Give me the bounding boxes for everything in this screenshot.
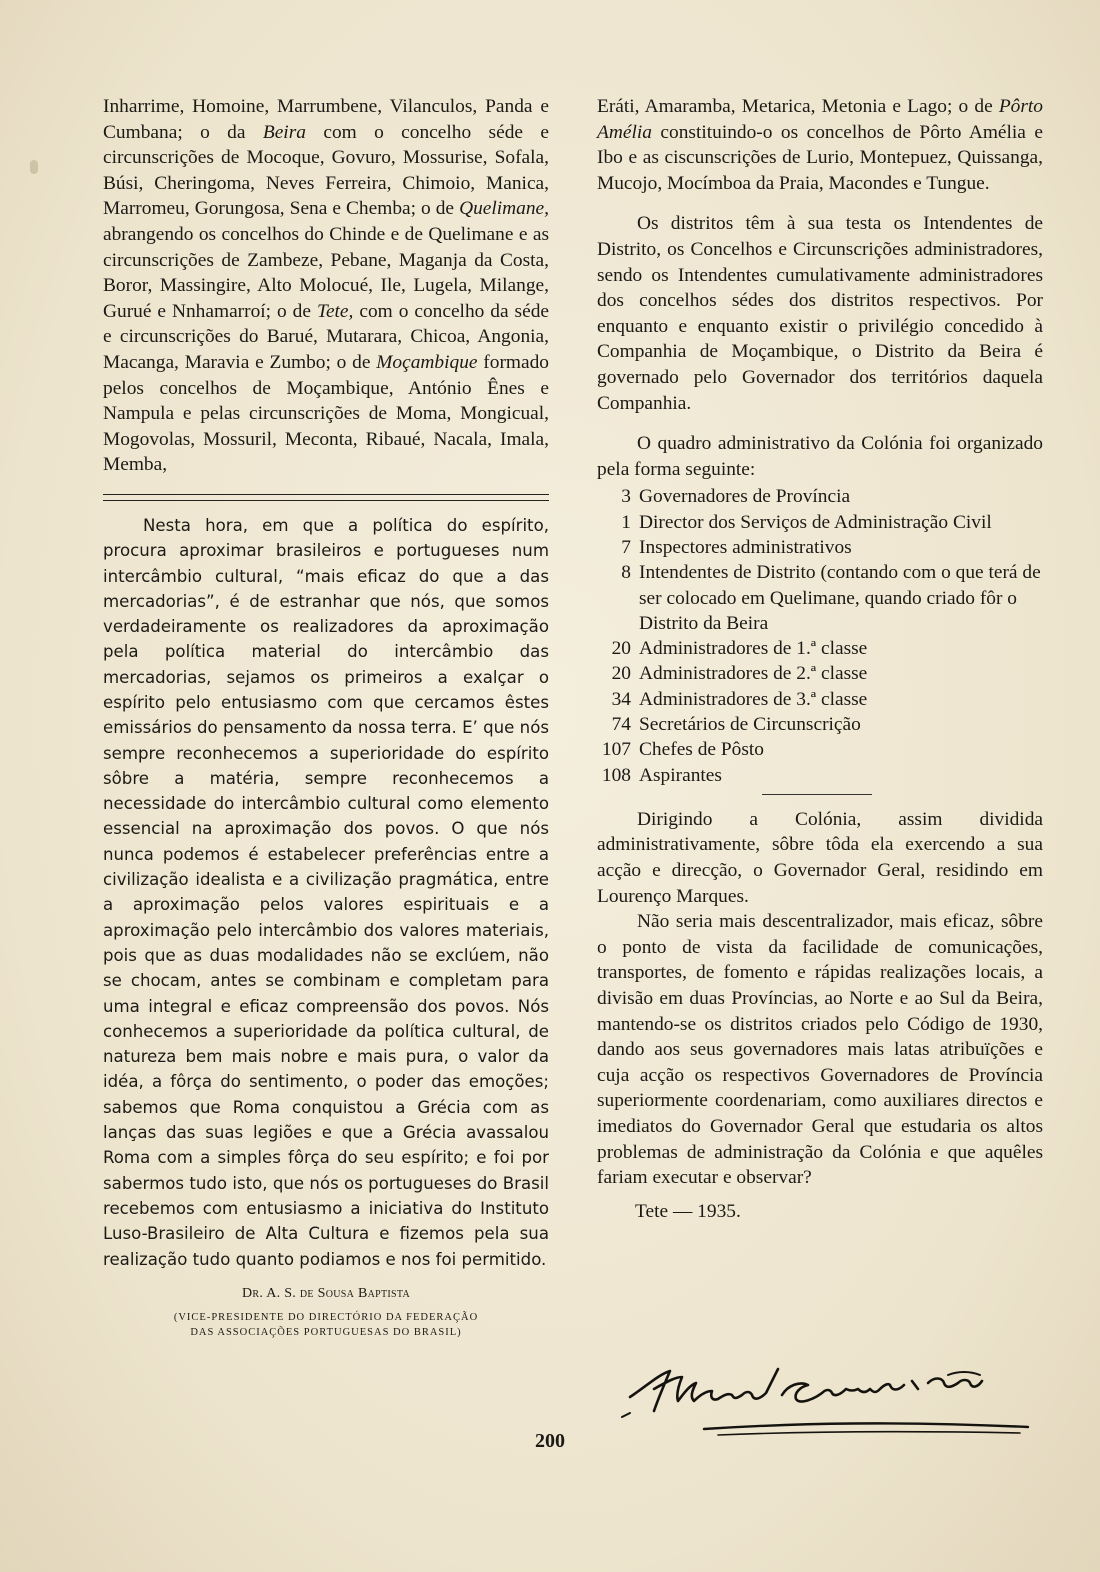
page-number: 200 <box>535 1430 565 1452</box>
author-role-line1: (VICE-PRESIDENTE DO DIRECTÓRIO DA FEDERAÇÃO <box>173 1311 479 1323</box>
list-item-label: Administradores de 2.ª classe <box>639 663 868 685</box>
list-item-label: Director dos Serviços de Administração Civil <box>639 511 992 533</box>
list-item-label: Aspirantes <box>639 764 722 786</box>
italic-place-name: Moçambique <box>376 351 478 373</box>
districts-paragraph: Os distritos têm à sua testa os Intendentes de Distrito, os Concelhos e Circunscrições administradores, sendo os Intendentes cumulativamente administradores dos concelhos sédes dos distritos respectivos. Por enquanto e enquanto existir o privilégio concedido à Companhia de Moçambique, o Distrito da Beira é governado pelo Governador dos territórios daquela Companhia. <box>597 213 1043 414</box>
administrative-staff-list <box>597 484 1043 788</box>
administrative-intro-paragraph: O quadro administrativo da Colónia foi organizado pela forma seguinte: <box>597 433 1043 480</box>
list-item-count: 108 <box>601 764 631 786</box>
list-item <box>597 687 1043 712</box>
author-role-line2: DAS ASSOCIAÇÕES PORTUGUESAS DO BRASIL) <box>190 1326 462 1338</box>
list-item-label: Secretários de Circunscrição <box>639 713 861 735</box>
list-item-count: 34 <box>611 688 631 710</box>
list-item <box>597 763 1043 788</box>
list-item-label: Governadores de Província <box>639 486 851 508</box>
short-rule-divider <box>762 794 872 795</box>
list-item <box>597 510 1043 535</box>
text-segment: formado pelos concelhos de Moçambique, António Ênes e Nampula e pelas circunscrições de Moma, Mongicual, Mogovolas, Mossuril, Meconta, Ribaué, Nacala, Imala, Memba, <box>103 351 549 476</box>
italic-place-name: Quelimane, <box>459 198 549 220</box>
list-item <box>597 636 1043 661</box>
list-item-label: Intendentes de Distrito (contando com o que terá de ser colocado em Quelimane, quando criado fôr o Distrito da Beira <box>639 562 1041 634</box>
list-item <box>597 560 1043 636</box>
list-item-count: 74 <box>611 713 631 735</box>
text-segment: Inharrime, Homoine, Marrumbene, Vilanculos, Panda e Cumbana; o da <box>103 96 549 143</box>
list-item-count: 20 <box>611 663 631 685</box>
list-item <box>597 712 1043 737</box>
list-item-count: 107 <box>601 739 631 761</box>
list-item-label: Inspectores administrativos <box>639 536 852 558</box>
double-rule-divider <box>103 494 549 501</box>
list-item <box>597 535 1043 560</box>
list-item-count: 7 <box>621 536 631 558</box>
italic-place-name: Tete, <box>316 300 354 322</box>
list-item <box>597 661 1043 686</box>
text-segment: Eráti, Amaramba, Metarica, Metonia e Lago; o de <box>597 96 999 117</box>
left-column <box>103 94 549 1340</box>
list-item <box>597 484 1043 509</box>
text-segment: abrangendo os concelhos do Chinde e de Quelimane e as circunscrições de Zambeze, Pebane, Maganja da Costa, Boror, Massingire, Alto Molocué, Ile, Lugela, Milange, Gurué e Nnhamarroí; o de <box>103 223 549 322</box>
left-continuation-paragraph <box>103 94 549 478</box>
list-item <box>597 737 1043 762</box>
list-item-label: Administradores de 1.ª classe <box>639 638 868 660</box>
text-segment: com o concelho séde e circunscrições de Mocoque, Govuro, Mossurise, Sofala, Búsi, Cheringoma, Neves Ferreira, Chimoio, Manica, Marromeu, Gorungosa, Sena e Chemba; o de <box>103 121 549 220</box>
place-date: Tete — 1935. <box>635 1200 741 1222</box>
author-name-text: Dr. A. S. de Sousa Baptista <box>242 1285 410 1301</box>
list-item-count: 1 <box>621 511 631 533</box>
text-segment: com o concelho da séde e circunscrições do Barué, Mutarara, Chicoa, Angonia, Macanga, Maravia e Zumbo; o de <box>103 300 550 373</box>
text-segment: constituindo-o os concelhos de Pôrto Amélia e Ibo e as ciscunscrições de Lurio, Montepuez, Quissanga, Mucojo, Mocímboa da Praia, Macondes e Tungue. <box>597 121 1043 194</box>
list-item-label: Administradores de 3.ª classe <box>639 688 868 710</box>
list-item-count: 8 <box>621 562 631 584</box>
italic-place-name: Pôrto Amélia <box>597 96 1043 143</box>
right-column <box>597 94 1043 1223</box>
list-item-label: Chefes de Pôsto <box>639 739 764 761</box>
article-paragraph: Nesta hora, em que a política do espírito, procura aproximar brasileiros e portugueses num intercâmbio cultural, “mais eficaz do que a das mercadorias”, é de estranhar que nós, que somos verdadeiramente os realizadores da aproximação pela política material do intercâmbio das mercadorias, sejamos os primeiros a exalçar o espírito pelo entusiasmo com que cercamos êstes emissários do pensamento da nossa terra. E’ que nós sempre reconhecemos a superioridade do espírito sôbre a matéria, sempre reconhecemos a necessidade do intercâmbio cultural como elemento essencial na aproximação dos povos. O que nós nunca podemos é estabelecer preferências entre a civilização idealista e a civilização pragmática, entre a aproximação pelos valores espirituais e a aproximação pelo intercâmbio dos valores materiais, pois que as duas modalidades não se exclúem, não se chocam, antes se combinam e completam para uma integral e eficaz compreensão dos povos. Nós conhecemos a superioridade da política cultural, de natureza bem mais nobre e mais pura, o valor da idéa, a fôrça do sentimento, o poder das emoções; sabemos que Roma conquistou a Grécia com as lanças das suas legiões e que a Grécia avassalou Roma com a simples fôrça do seu espírito; e foi por sabermos tudo isto, que nós os portugueses do Brasil recebemos com entusiasmo a iniciativa do Instituto Luso-Brasileiro de Alta Cultura e fizemos pela sua realização tudo quanto podiamos e nos foi permitido. <box>103 515 549 1269</box>
list-item-count: 20 <box>611 638 631 660</box>
paper-stain <box>30 160 38 174</box>
author-role <box>103 1310 549 1340</box>
italic-place-name: Beira <box>262 121 306 143</box>
decentralization-paragraph: Não seria mais descentralizador, mais eficaz, sôbre o ponto de vista da facilidade de comunicações, transportes, de fomento e rápidas realizações locais, a divisão em duas Províncias, ao Norte e ao Sul da Beira, mantendo-se os distritos criados pelo Código de 1930, dando aos seus governadores mais latas atribuïções e cuja acção os respectivos Governadores de Província superiormente coordenariam, como auxiliares directos e imediatos do Governador Geral que estudaria os altos problemas de administração da Colónia e que aquêles fariam executar e observar? <box>597 911 1043 1189</box>
governor-paragraph: Dirigindo a Colónia, assim dividida administrativamente, sôbre tôda ela exercendo a sua acção e direcção, o Governador Geral, residindo em Lourenço Marques. <box>597 808 1043 907</box>
author-name <box>103 1286 549 1302</box>
list-item-count: 3 <box>621 486 631 508</box>
right-continuation-paragraph <box>597 94 1043 196</box>
